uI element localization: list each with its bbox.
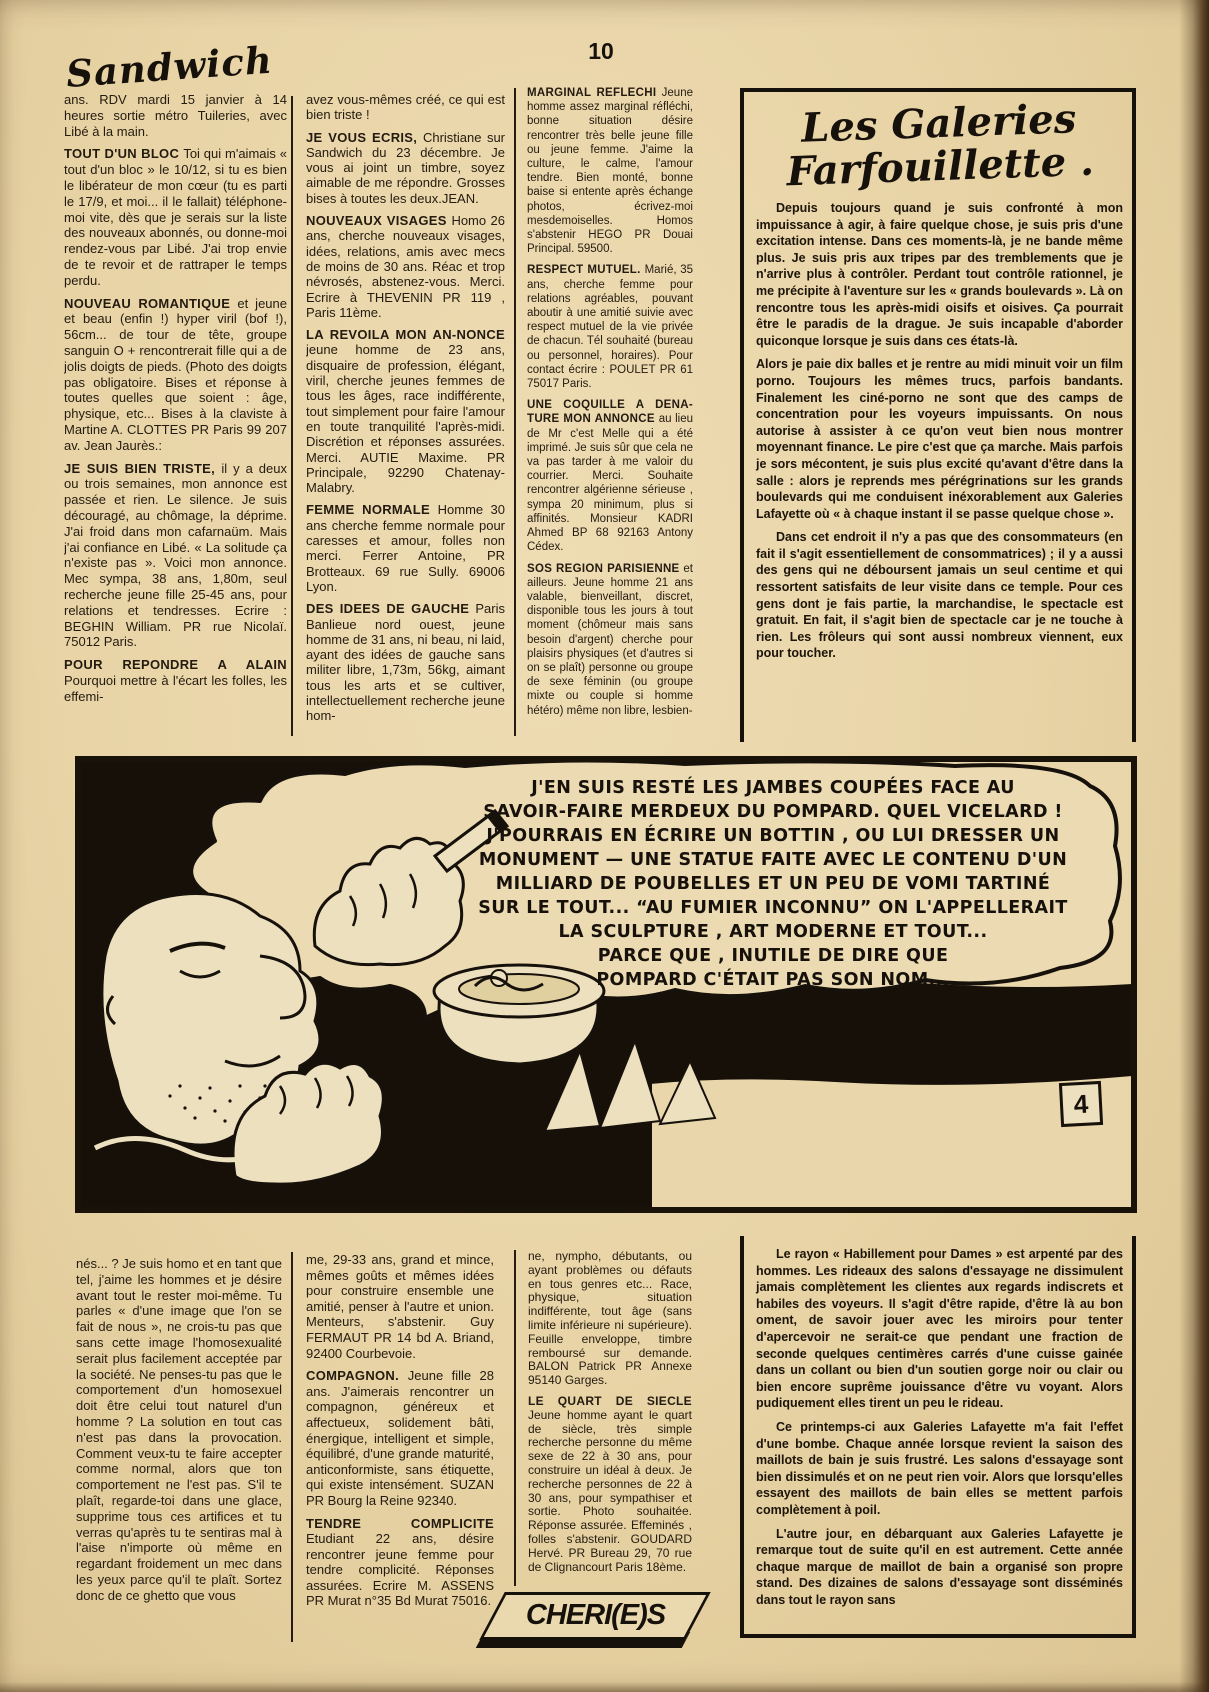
column-rule (514, 88, 516, 736)
classified-ad (527, 86, 693, 256)
ad-continuation: ans. RDV mardi 15 janvier à 14 heures sortie métro Tuileries, avec Libé à la main. (64, 92, 287, 139)
bubble-line: PARCE QUE , INUTILE DE DIRE QUE (597, 946, 949, 966)
article-paragraph: Alors je paie dix balles et je rentre au midi minuit voir un film porno. Toujours les mêmes trucs, parfois bandants. Finalement les ciné-porno ne sont que des camps de concentration pour les voyeurs impuissants. On nous autorise à assister à ce qu'on veut bien nous montrer moyennant finance. Le pire c'est que ça marche. Mais parfois je sors mécontent, je suis plus excité qu'avant d'être dans la salle : alors je reprends mes pérégrinations sur les grands boulevards qui me conduisent inéxorablement aux Galeries Lafayette où « à chaque instant il se passe quelque chose ». (756, 357, 1123, 521)
ad-title: JE VOUS ECRIS, (306, 129, 418, 145)
ad-body: Homo 26 ans, cherche nouveaux visages, idées, relations, amis avec mecs de moins de 30 ans. Réac et trop névrosés, abstenez-vous. Merci. Ecrire à THEVENIN PR 119 , Paris 11ème. (306, 213, 505, 320)
ad-title: NOUVEAUX VISAGES (306, 213, 447, 229)
article-paragraph: Le rayon « Habillement pour Dames » est arpenté par des hommes. Les rideaux des salons d'essayage ne dissimulent jamais complètement les clientes aux regards indiscrets et habiles des voyeurs. Il s'agit d'être rapide, d'être là au bon oment, de savoir jouer avec les miroirs pour tenter d'apercevoir ne serait-ce que pendant une fraction de seconde quelques centimères carrés d'une cuisse gainée dans un collant ou bien d'un soutien gorge noir ou clair ou bien encore suprême jouissance d'être vu voyant. Alors pudiquement elles tirent un peu le rideau. (756, 1247, 1123, 1411)
page-edge-right (1179, 0, 1209, 1692)
classifieds-column-1 (64, 92, 287, 742)
speech-bubble-text (443, 776, 1103, 992)
ad-body: Jeune homme ayant le quart de siècle, très simple recherche personne du même sexe de 22 à 30 ans, pour construire un idéal à deux. Je recherche personnes de 22 à 30 ans, pour sympathiser et sortie. Photo souhaitée. Réponse assurée. Effeminés , folles s'abstenir. GOUDARD Hervé. PR Bureau 29, 70 rue de Clignancourt Paris 18ème. (528, 1407, 692, 1574)
ad-body: au lieu de Mr c'est Melle qui a été imprimé. Je suis sûr que cela ne va pas tarder à me valoir du courrier. Merci. Souhaite rencontrer algérienne sérieuse , sympa 20 minimum, plus si affinités. Monsieur KADRI Ahmed BP 68 92163 Antony Cédex. (527, 413, 693, 554)
classifieds-bottom-column-3 (528, 1250, 692, 1586)
article-paragraph: Depuis toujours quand je suis confronté à mon impuissance à agir, à faire quelque chose, je suis pris d'une excitation intense. Dans ces moments-là, je ne bande même plus. Je suis pris aux tripes par des tremblements que je n'arrive plus à contrôler. Perdant tout contrôle rationnel, je me précipite à l'aventure sur les « grands boulevards ». Là on rencontre tous les après-midi oisifs et oisives. Ça pourrait être le paradis de la drague. Je suis incapable d'aborder quiconque lorsque je suis dans ces états-là. (756, 201, 1123, 348)
classified-ad (306, 327, 505, 495)
cheries-logo (486, 1592, 700, 1654)
ad-body: Pourquoi mettre à l'écart les folles, les effemi- (64, 672, 287, 704)
ad-body: il y a deux ou trois semaines, mon annonce est passée et rien. Le silence. Je suis découragé, au chômage, la déprime. J'ai froid dans mon cafarnaüm. Mais j'ai confiance en Libé. « La solitude ça n'existe pas ». Voici mon annonce. Mec sympa, 38 ans, 1,80m, seul recherche jeune fille 25-45 ans, pour relations et tendresses. Ecrire : BEGHIN William. PR rue Nicolaï. 75012 Paris. (64, 460, 287, 650)
classified-ad (64, 657, 287, 704)
article-paragraph: L'autre jour, en débarquant aux Galeries Lafayette je remarque tout de suite qu'il en est autrement. Cette année chaque marque de maillot de bain a organisé son propre stand. Des dizaines de salons d'essayage sont disséminés dans tout le rayon sans (756, 1526, 1123, 1607)
article-box-bottom (740, 1236, 1136, 1638)
ad-body: Marié, 35 ans, cherche femme pour relations agréables, pouvant aboutir à une amitié suivie avec respect mutuel de la vie privée de chacun. Tél souhaité (bureau ou personnel, horaires). Pour contact écrire : POULET PR 61 75017 Paris. (527, 264, 693, 391)
article-paragraph: Dans cet endroit il n'y a pas que des consommateurs (en fait il s'agit essentiellement de consommatrices) ; il y a aussi des gens qui ne déboursent jamais un seul centime et qui ressortent satisfaits de leur visite dans ce temple. Pour ces gens dont je fais partie, la marchandise, le spectacle est gratuit. En fait, il s'agit bien de spectacle car je ne touche à rien. Les frôleurs qui sont aussi nombreux viennent, eux pour toucher. (756, 530, 1123, 661)
ad-title: FEMME NORMALE (306, 502, 430, 518)
ad-body: Jeune homme assez marginal réfléchi, bonne situation désire rencontrer très belle jeune fille ou jeune femme. J'aime la culture, le calme, l'amour tendre. Bien monté, bonne baise si entente après échange photos, écrivez-moi mesdemoiselles. Homos s'abstenir HEGO PR Douai Principal. 59500. (527, 87, 693, 256)
column-rule (291, 96, 293, 736)
classified-ad (306, 1516, 494, 1610)
ad-title: MARGINAL REFLECHI (527, 87, 657, 99)
ad-title: TOUT D'UN BLOC (64, 146, 180, 162)
classified-ad (306, 213, 505, 320)
page-edge-bottom (0, 1682, 1209, 1692)
ad-title: COMPAGNON. (306, 1368, 400, 1384)
cheries-logo-text: CHERI(E)S (525, 1599, 666, 1631)
classifieds-bottom-column-1 (76, 1256, 282, 1648)
bubble-line: MILLIARD DE POUBELLES ET UN PEU DE VOMI TARTINÉ (495, 874, 1051, 894)
ad-body: et jeune et beau (enfin !) hyper viril (bof !), 56cm... de tour de tête, groupe sanguin O + rencontrerait fille qui a de jolis doigts de pieds. (Photo des doigts pas obligatoire. Bises et réponse à toutes quelles que soient : âge, physique, etc... Bises à la claviste à Martine A. CLOTTES PR Paris 99 207 av. Jean Jaurès.: (64, 295, 287, 453)
ad-continuation: me, 29-33 ans, grand et mince, mêmes goûts et mêmes idées pour construire ensemble une amitié, penser à l'autre et union. Menteurs, s'abstenir. Guy FERMAUT PR 14 bd A. Briand, 92400 Courbevoie. (306, 1252, 494, 1361)
ad-continuation: nés... ? Je suis homo et en tant que tel, j'aime les hommes et je désire avant tout le rester moi-même. Tu parles « d'une image que l'on se fait de nous », ne crois-tu pas que sans cette image l'homosexualité serait plus facilement acceptée par la société. Ne penses-tu pas que le comportement d'un homosexuel doit être celui tout naturel d'un homme ? La solution en tout cas n'est pas dans la provocation. Comment veux-tu te faire accepter comme normal, alors que ton comportement ne l'est pas. S'il te plaît, regarde-toi dans une glace, supprime tous ces artifices et tu verras qu'après tu te sentiras mal à l'aise n'importe où même en regardant froidement un mec dans les yeux parce qu'il te plaît. Sortez donc de ce ghetto que vous (76, 1256, 282, 1603)
page-number: 10 (588, 38, 614, 64)
classified-ad (527, 263, 693, 391)
bubble-line: SAVOIR-FAIRE MERDEUX DU POMPARD. QUEL VICELARD ! (483, 802, 1063, 822)
classified-ad (64, 146, 287, 288)
classified-ad (528, 1395, 692, 1574)
bubble-line: J'EN SUIS RESTÉ LES JAMBES COUPÉES FACE AU (531, 778, 1015, 798)
ad-title: TENDRE COMPLICITE (306, 1515, 494, 1531)
ad-title: JE SUIS BIEN TRISTE, (64, 460, 216, 476)
ad-title: RESPECT MUTUEL. (527, 264, 641, 277)
bubble-line: J'POURRAIS EN ÉCRIRE UN BOTTIN , OU LUI DRESSER UN (486, 826, 1060, 846)
column-rule (514, 1250, 516, 1586)
article-body-bottom (756, 1246, 1123, 1608)
ad-title: DES IDEES DE GAUCHE (306, 601, 470, 617)
bubble-line: SUR LE TOUT... “AU FUMIER INCONNU” ON L'APPELLERAIT (478, 898, 1068, 918)
ad-title: NOUVEAU ROMANTIQUE (64, 295, 231, 311)
classified-ad (306, 502, 505, 594)
classified-ad (527, 398, 693, 554)
magazine-logo: Sandwich (64, 37, 275, 96)
artist-signature: 4 (1059, 1081, 1103, 1127)
ad-body: Toi qui m'aimais « tout d'un bloc » le 10/12, si tu es bien le libérateur de mon cœur (tu es parti le 17/9, et moi... il le fallait) téléphone-moi vite, dès que je serais sur la liste des nouveaux abonnés, ou donne-moi rendez-vous par Libé. J'ai trop envie de te revoir et de rattraper le temps perdu. (64, 146, 287, 288)
ad-body: Jeune fille 28 ans. J'aimerais rencontrer un compagnon, généreux et affectueux, solidement bâti, énergique, intelligent et simple, équilibré, d'une grande maturité, anticonformiste, sans étiquette, qui existe intensément. SUZAN PR Bourg la Reine 92340. (306, 1368, 494, 1508)
ad-body: Homme 30 ans cherche femme normale pour caresses et amour, folles non merci. Ferrer Antoine, PR Brotteaux. 69 rue Sully. 69006 Lyon. (306, 502, 505, 594)
ad-body: Etudiant 22 ans, désire rencontrer jeune femme pour tendre complicité. Réponses assurées. Ecrire M. ASSENS PR Murat n°35 Bd Murat 75016. (306, 1531, 494, 1609)
classified-ad (306, 601, 505, 723)
ad-title: POUR REPONDRE A ALAIN (64, 657, 287, 673)
article-title-handwritten (755, 96, 1125, 195)
comic-panel (75, 756, 1137, 1213)
classified-ad (64, 461, 287, 651)
bubble-line: LA SCULPTURE , ART MODERNE ET TOUT... (558, 922, 988, 942)
ad-continuation: ne, nympho, débutants, ou ayant problèmes ou défauts en tous genres etc... Race, physique, situation indifférente, tout âge (sans limite inférieure ni supérieure). Feuille enveloppe, timbre remboursé sur demande. BALON Patrick PR Annexe 95140 Garges. (528, 1250, 692, 1388)
ad-title: LA REVOILA MON AN-NONCE (306, 327, 505, 343)
classifieds-bottom-column-2 (306, 1252, 494, 1648)
cheries-logo-box (479, 1592, 711, 1640)
article-title-line2: Farfouillette . (785, 137, 1095, 196)
article-paragraph: Ce printemps-ci aux Galeries Lafayette m'a fait l'effet d'une bombe. Chaque année lorsque revient la saison des maillots de bain je suis frustré. Les salons d'essayage sont bien dissimulés et on ne peut rien voir. Alors que lorsqu'elles essayent des maillots de bain elles se mettent parfois complètement à poil. (756, 1419, 1123, 1517)
ad-title: UNE COQUILLE A DENA-TURE MON ANNONCE (527, 399, 693, 426)
classified-ad (306, 130, 505, 206)
classified-ad (64, 296, 287, 454)
ad-body: Christiane sur Sandwich du 23 décembre. Je vous ai joint un timbre, soyez aimable de me répondre. Grosses bises à toutes les deux.JEAN. (306, 129, 505, 206)
classifieds-column-2 (306, 92, 505, 742)
classified-ad (306, 1368, 494, 1508)
ad-body: et ailleurs. Jeune homme 21 ans valable, bienveillant, discret, disponible tous les jours à tout moment (chômeur mais sans besoin d'argent) cherche pour plaisirs physiques (et d'autres si on se plaît) personne ou groupe de sexe féminin (ou groupe mixte ou couple si homme hétéro) même non libre, lesbien- (527, 562, 693, 717)
article-box-top (740, 88, 1136, 742)
column-rule (291, 1252, 293, 1642)
ad-body: jeune homme de 23 ans, disquaire de profession, élégant, viril, cherche jeunes femmes de tous les âges, race indifférente, tout simplement pour faire l'amour en toute tranquilité l'après-midi. Discrétion et réponses assurées. Merci. AUTIE Maxime. PR Principale, 92290 Chatenay-Malabry. (306, 342, 505, 496)
bubble-line: MONUMENT — UNE STATUE FAITE AVEC LE CONTENU D'UN (478, 850, 1068, 870)
classified-ad (527, 562, 693, 718)
ad-title: LE QUART DE SIECLE (528, 1393, 692, 1408)
ad-continuation: avez vous-mêmes créé, ce qui est bien triste ! (306, 92, 505, 123)
article-title-line1: Les Galeries (800, 95, 1077, 152)
bubble-line: POMPARD C'ÉTAIT PAS SON NOM... (596, 970, 950, 990)
ad-body: Paris Banlieue nord ouest, jeune homme de 31 ans, ni beau, ni laid, ayant des idées de gauche sans militer libre, 1,73m, 56kg, aimant tous les arts et se cultiver, intellectuellement recherche jeune hom- (306, 601, 505, 724)
ad-title: SOS REGION PARISIENNE (527, 562, 680, 575)
classifieds-column-3 (527, 86, 693, 740)
article-body-top (756, 200, 1123, 662)
